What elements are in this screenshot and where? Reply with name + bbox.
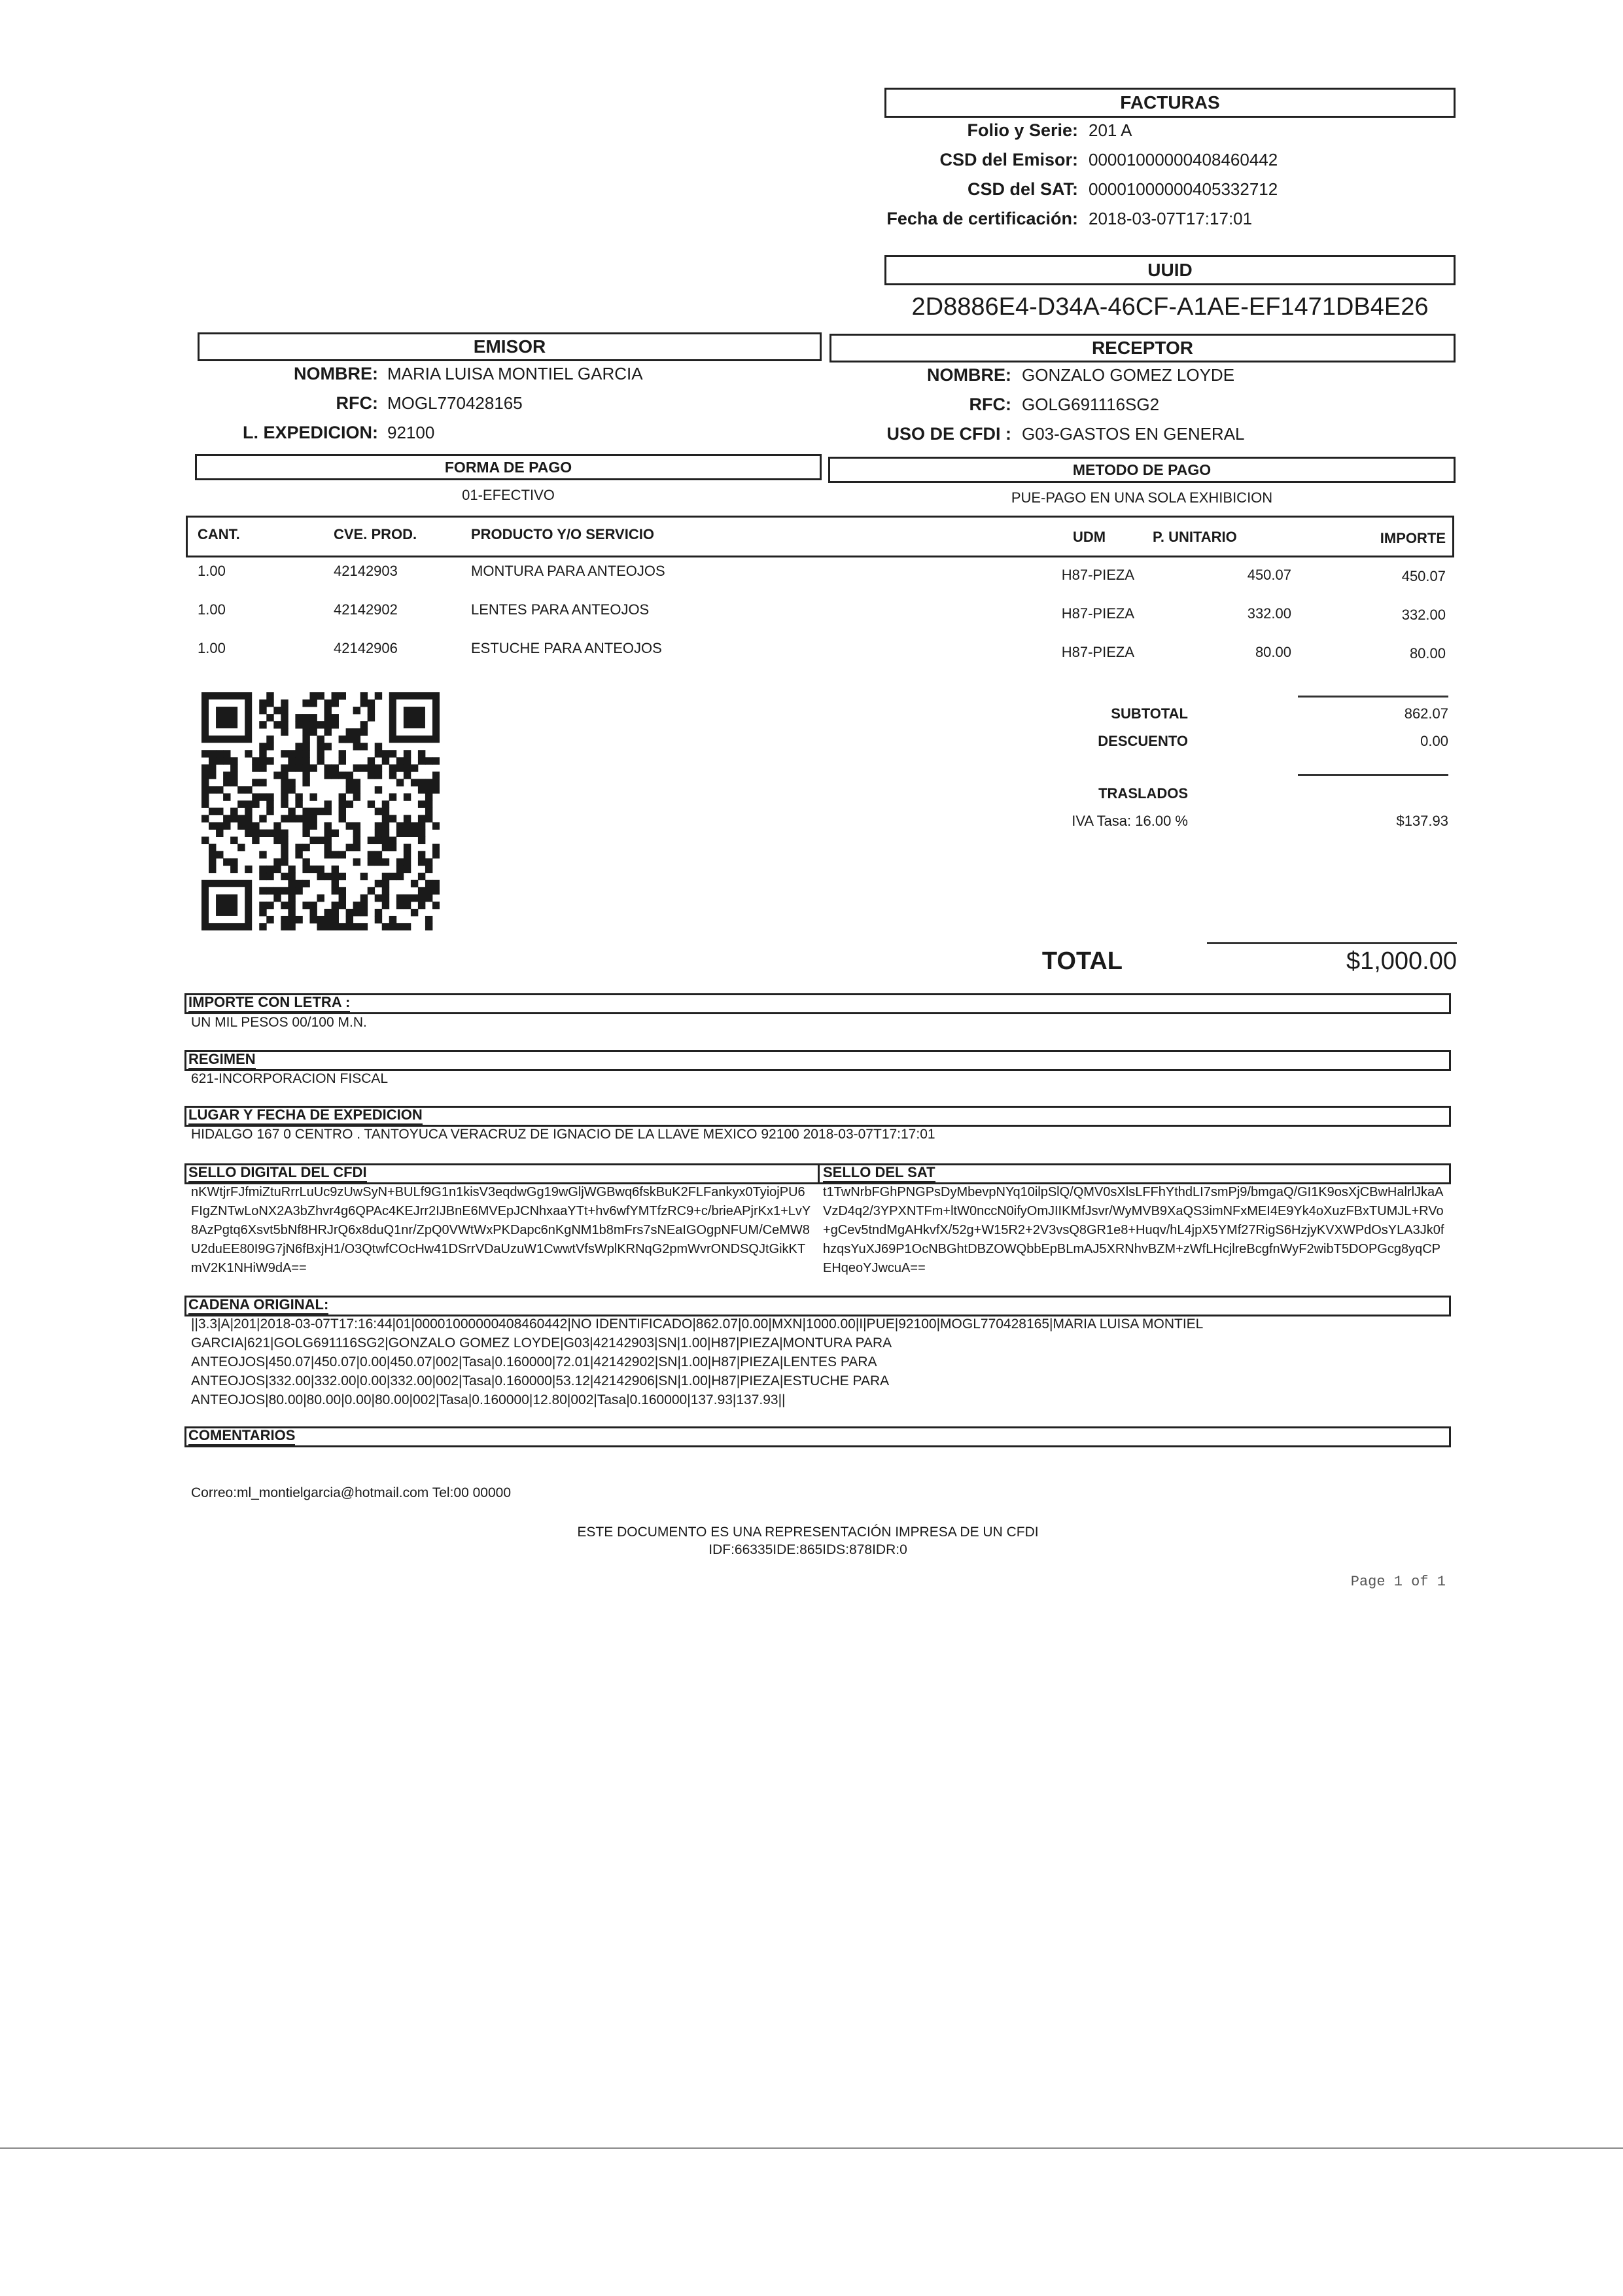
receptor-field-value: GONZALO GOMEZ LOYDE — [1022, 365, 1235, 385]
importe-letra-bar — [184, 993, 1451, 1014]
emisor-field-label: L. EXPEDICION: — [242, 423, 378, 442]
iva-value: $137.93 — [1396, 813, 1448, 829]
table-row — [186, 563, 1454, 595]
cadena-bar — [184, 1296, 1451, 1316]
forma-pago-value: 01-EFECTIVO — [462, 487, 555, 503]
cadena-line: ||3.3|A|201|2018-03-07T17:16:44|01|00001000000408460442|NO IDENTIFICADO|862.07|0.00|MXN|1000.00|I|PUE|92100|MOGL770428165|MARIA LUISA MONTIEL — [191, 1316, 1204, 1332]
cadena-title: CADENA ORIGINAL: — [188, 1296, 328, 1315]
forma-pago-header: FORMA DE PAGO — [195, 454, 822, 480]
qr-code — [201, 692, 440, 930]
facturas-field-label: CSD del Emisor: — [939, 150, 1078, 169]
cell-cant: 1.00 — [198, 601, 226, 618]
receptor-field-label: USO DE CFDI : — [886, 424, 1011, 444]
col-producto-header: PRODUCTO Y/O SERVICIO — [471, 526, 654, 542]
facturas-field-value: 2018-03-07T17:17:01 — [1089, 209, 1253, 228]
facturas-header: FACTURAS — [884, 88, 1456, 118]
iva-label: IVA Tasa: 16.00 % — [1072, 813, 1188, 829]
col-importe-header: IMPORTE — [1380, 530, 1446, 546]
traslados-label: TRASLADOS — [1098, 785, 1188, 802]
descuento-label: DESCUENTO — [1098, 733, 1188, 749]
cell-importe: 450.07 — [1401, 568, 1446, 584]
facturas-field-label: CSD del SAT: — [967, 179, 1078, 199]
page-number: Page 1 of 1 — [1350, 1574, 1446, 1590]
cell-unitario: 80.00 — [1255, 644, 1291, 660]
comentarios-bar — [184, 1426, 1451, 1447]
cell-producto: ESTUCHE PARA ANTEOJOS — [471, 640, 662, 656]
cell-unitario: 450.07 — [1247, 567, 1291, 583]
col-cant-header: CANT. — [198, 526, 240, 542]
cell-importe: 332.00 — [1401, 607, 1446, 623]
col-cve-header: CVE. PROD. — [334, 526, 417, 542]
subtotal-value: 862.07 — [1404, 705, 1448, 722]
sello-sat-title: SELLO DEL SAT — [823, 1164, 935, 1183]
cadena-line: GARCIA|621|GOLG691116SG2|GONZALO GOMEZ LOYDE|G03|42142903|SN|1.00|H87|PIEZA|MONTURA PARA — [191, 1335, 892, 1351]
regimen-title: REGIMEN — [188, 1051, 256, 1070]
descuento-rule — [1298, 774, 1448, 776]
total-rule — [1207, 942, 1457, 944]
importe-letra-value: UN MIL PESOS 00/100 M.N. — [191, 1015, 367, 1030]
receptor-header: RECEPTOR — [829, 334, 1456, 362]
table-row — [186, 601, 1454, 634]
cadena-line: ANTEOJOS|332.00|332.00|0.00|332.00|002|Tasa|0.160000|53.12|42142906|SN|1.00|H87|PIEZA|ESTUCHE PARA — [191, 1373, 890, 1388]
cell-producto: MONTURA PARA ANTEOJOS — [471, 563, 665, 579]
total-value: $1,000.00 — [1346, 947, 1457, 975]
uuid-value: 2D8886E4-D34A-46CF-A1AE-EF1471DB4E26 — [911, 293, 1429, 321]
cadena-line: ANTEOJOS|80.00|80.00|0.00|80.00|002|Tasa|0.160000|12.80|002|Tasa|0.160000|137.93|137.93|| — [191, 1392, 786, 1407]
cell-cant: 1.00 — [198, 563, 226, 579]
col-udm-header: UDM — [1073, 529, 1106, 545]
receptor-field-value: G03-GASTOS EN GENERAL — [1022, 424, 1245, 444]
descuento-value: 0.00 — [1420, 733, 1448, 749]
sello-sat-value: t1TwNrbFGhPNGPsDyMbevpNYq10ilpSlQ/QMV0sXlsLFFhYthdLI7smPj9/bmgaQ/GI1K9osXjCBwHalrlJkaAVzD4q2/3YPXNTFm+ltW0nccN0ifyOmJIIKMfJsvr/WyMVB9XaQS3imNFxMEI4E9Yk4oXuzFBxTUMJL+RVo+gCev5tndMgAHkvfX/52g+W15R2+2V3vsQ8GR1e8+Huqv/hL4jpX5YMf27RigS6HzjyKVXWPdOsYLA3Jk0fhzqsYuXJ69P1OcNBGhtDBZOWQbbEpBLmAJ5XRNhvBZM+zWfLHcjlreBcgfnWyF2wibT5DOPGcg8yqCPEHqeoYJwcuA== — [823, 1185, 1444, 1275]
emisor-field-value: MARIA LUISA MONTIEL GARCIA — [387, 364, 643, 383]
sello-cfdi-value: nKWtjrFJfmiZtuRrrLuUc9zUwSyN+BULf9G1n1kisV3eqdwGg19wGljWGBwq6fskBuK2FLFankyx0TyiojPU6FIgZNTwLoNX2A3bZhvr4g6QPAc4KEJrr2IJBnE6MVEpJCNhxaaYTt+hv6wfYMTfzRC9+c/brieAPjrKx1+LvY8AzPgtq6Xsvt5bNf8HRJrQ6x8duQ1nr/ZpQ0VWtWxPKDapc6nKgNM1b8mFrs7sNEaIGOgpNFUM/CeMW8U2duEE80I9G7jN6fBxjH1/O3QtwfCOcHw41DSrrVDaUzuW1CwwtVfsWplKRNqG2pmWvrONDSQJtGikKTmV2K1NHiW9dA== — [191, 1185, 811, 1275]
receptor-field-label: NOMBRE: — [927, 365, 1011, 385]
receptor-field-value: GOLG691116SG2 — [1022, 395, 1160, 414]
lugar-fecha-value: HIDALGO 167 0 CENTRO . TANTOYUCA VERACRUZ DE IGNACIO DE LA LLAVE MEXICO 92100 2018-03-07T17:17:01 — [191, 1127, 935, 1142]
emisor-field-value: MOGL770428165 — [387, 393, 523, 413]
cell-importe: 80.00 — [1409, 645, 1446, 662]
footer-leyenda: ESTE DOCUMENTO ES UNA REPRESENTACIÓN IMPRESA DE UN CFDI — [577, 1525, 1039, 1540]
facturas-field-value: 00001000000405332712 — [1089, 179, 1278, 199]
emisor-field-label: RFC: — [336, 393, 378, 413]
metodo-pago-value: PUE-PAGO EN UNA SOLA EXHIBICION — [1011, 489, 1273, 506]
emisor-field-value: 92100 — [387, 423, 435, 442]
cadena-line: ANTEOJOS|450.07|450.07|0.00|450.07|002|Tasa|0.160000|72.01|42142902|SN|1.00|H87|PIEZA|LENTES PARA — [191, 1354, 877, 1369]
importe-letra-title: IMPORTE CON LETRA : — [188, 994, 350, 1013]
cell-cve: 42142906 — [334, 640, 398, 656]
scan-edge — [0, 2147, 1623, 2149]
cell-producto: LENTES PARA ANTEOJOS — [471, 601, 650, 618]
emisor-header: EMISOR — [198, 332, 822, 361]
facturas-field-label: Fecha de certificación: — [886, 209, 1078, 228]
cell-udm: H87-PIEZA — [1061, 644, 1134, 660]
emisor-field-label: NOMBRE: — [294, 364, 378, 383]
regimen-value: 621-INCORPORACION FISCAL — [191, 1071, 389, 1086]
regimen-bar — [184, 1050, 1451, 1071]
footer-contact: Correo:ml_montielgarcia@hotmail.com Tel:00 00000 — [191, 1485, 511, 1500]
lugar-fecha-title: LUGAR Y FECHA DE EXPEDICION — [188, 1106, 423, 1125]
cell-cve: 42142902 — [334, 601, 398, 618]
footer-ids: IDF:66335IDE:865IDS:878IDR:0 — [708, 1542, 907, 1557]
subtotal-label: SUBTOTAL — [1111, 705, 1188, 722]
metodo-pago-header: METODO DE PAGO — [828, 457, 1456, 483]
cell-cve: 42142903 — [334, 563, 398, 579]
cell-unitario: 332.00 — [1247, 605, 1291, 622]
sello-cfdi-title: SELLO DIGITAL DEL CFDI — [188, 1164, 367, 1183]
facturas-field-value: 201 A — [1089, 120, 1132, 140]
total-label: TOTAL — [1041, 947, 1123, 975]
sellos-divider — [818, 1163, 820, 1183]
facturas-field-value: 00001000000408460442 — [1089, 150, 1278, 169]
table-row — [186, 640, 1454, 673]
facturas-field-label: Folio y Serie: — [967, 120, 1078, 140]
subtotal-rule — [1298, 696, 1448, 698]
col-unitario-header: P. UNITARIO — [1153, 529, 1237, 545]
receptor-field-label: RFC: — [969, 395, 1011, 414]
uuid-header: UUID — [884, 255, 1456, 285]
cell-udm: H87-PIEZA — [1061, 567, 1134, 583]
comentarios-title: COMENTARIOS — [188, 1427, 295, 1446]
cell-udm: H87-PIEZA — [1061, 605, 1134, 622]
cell-cant: 1.00 — [198, 640, 226, 656]
